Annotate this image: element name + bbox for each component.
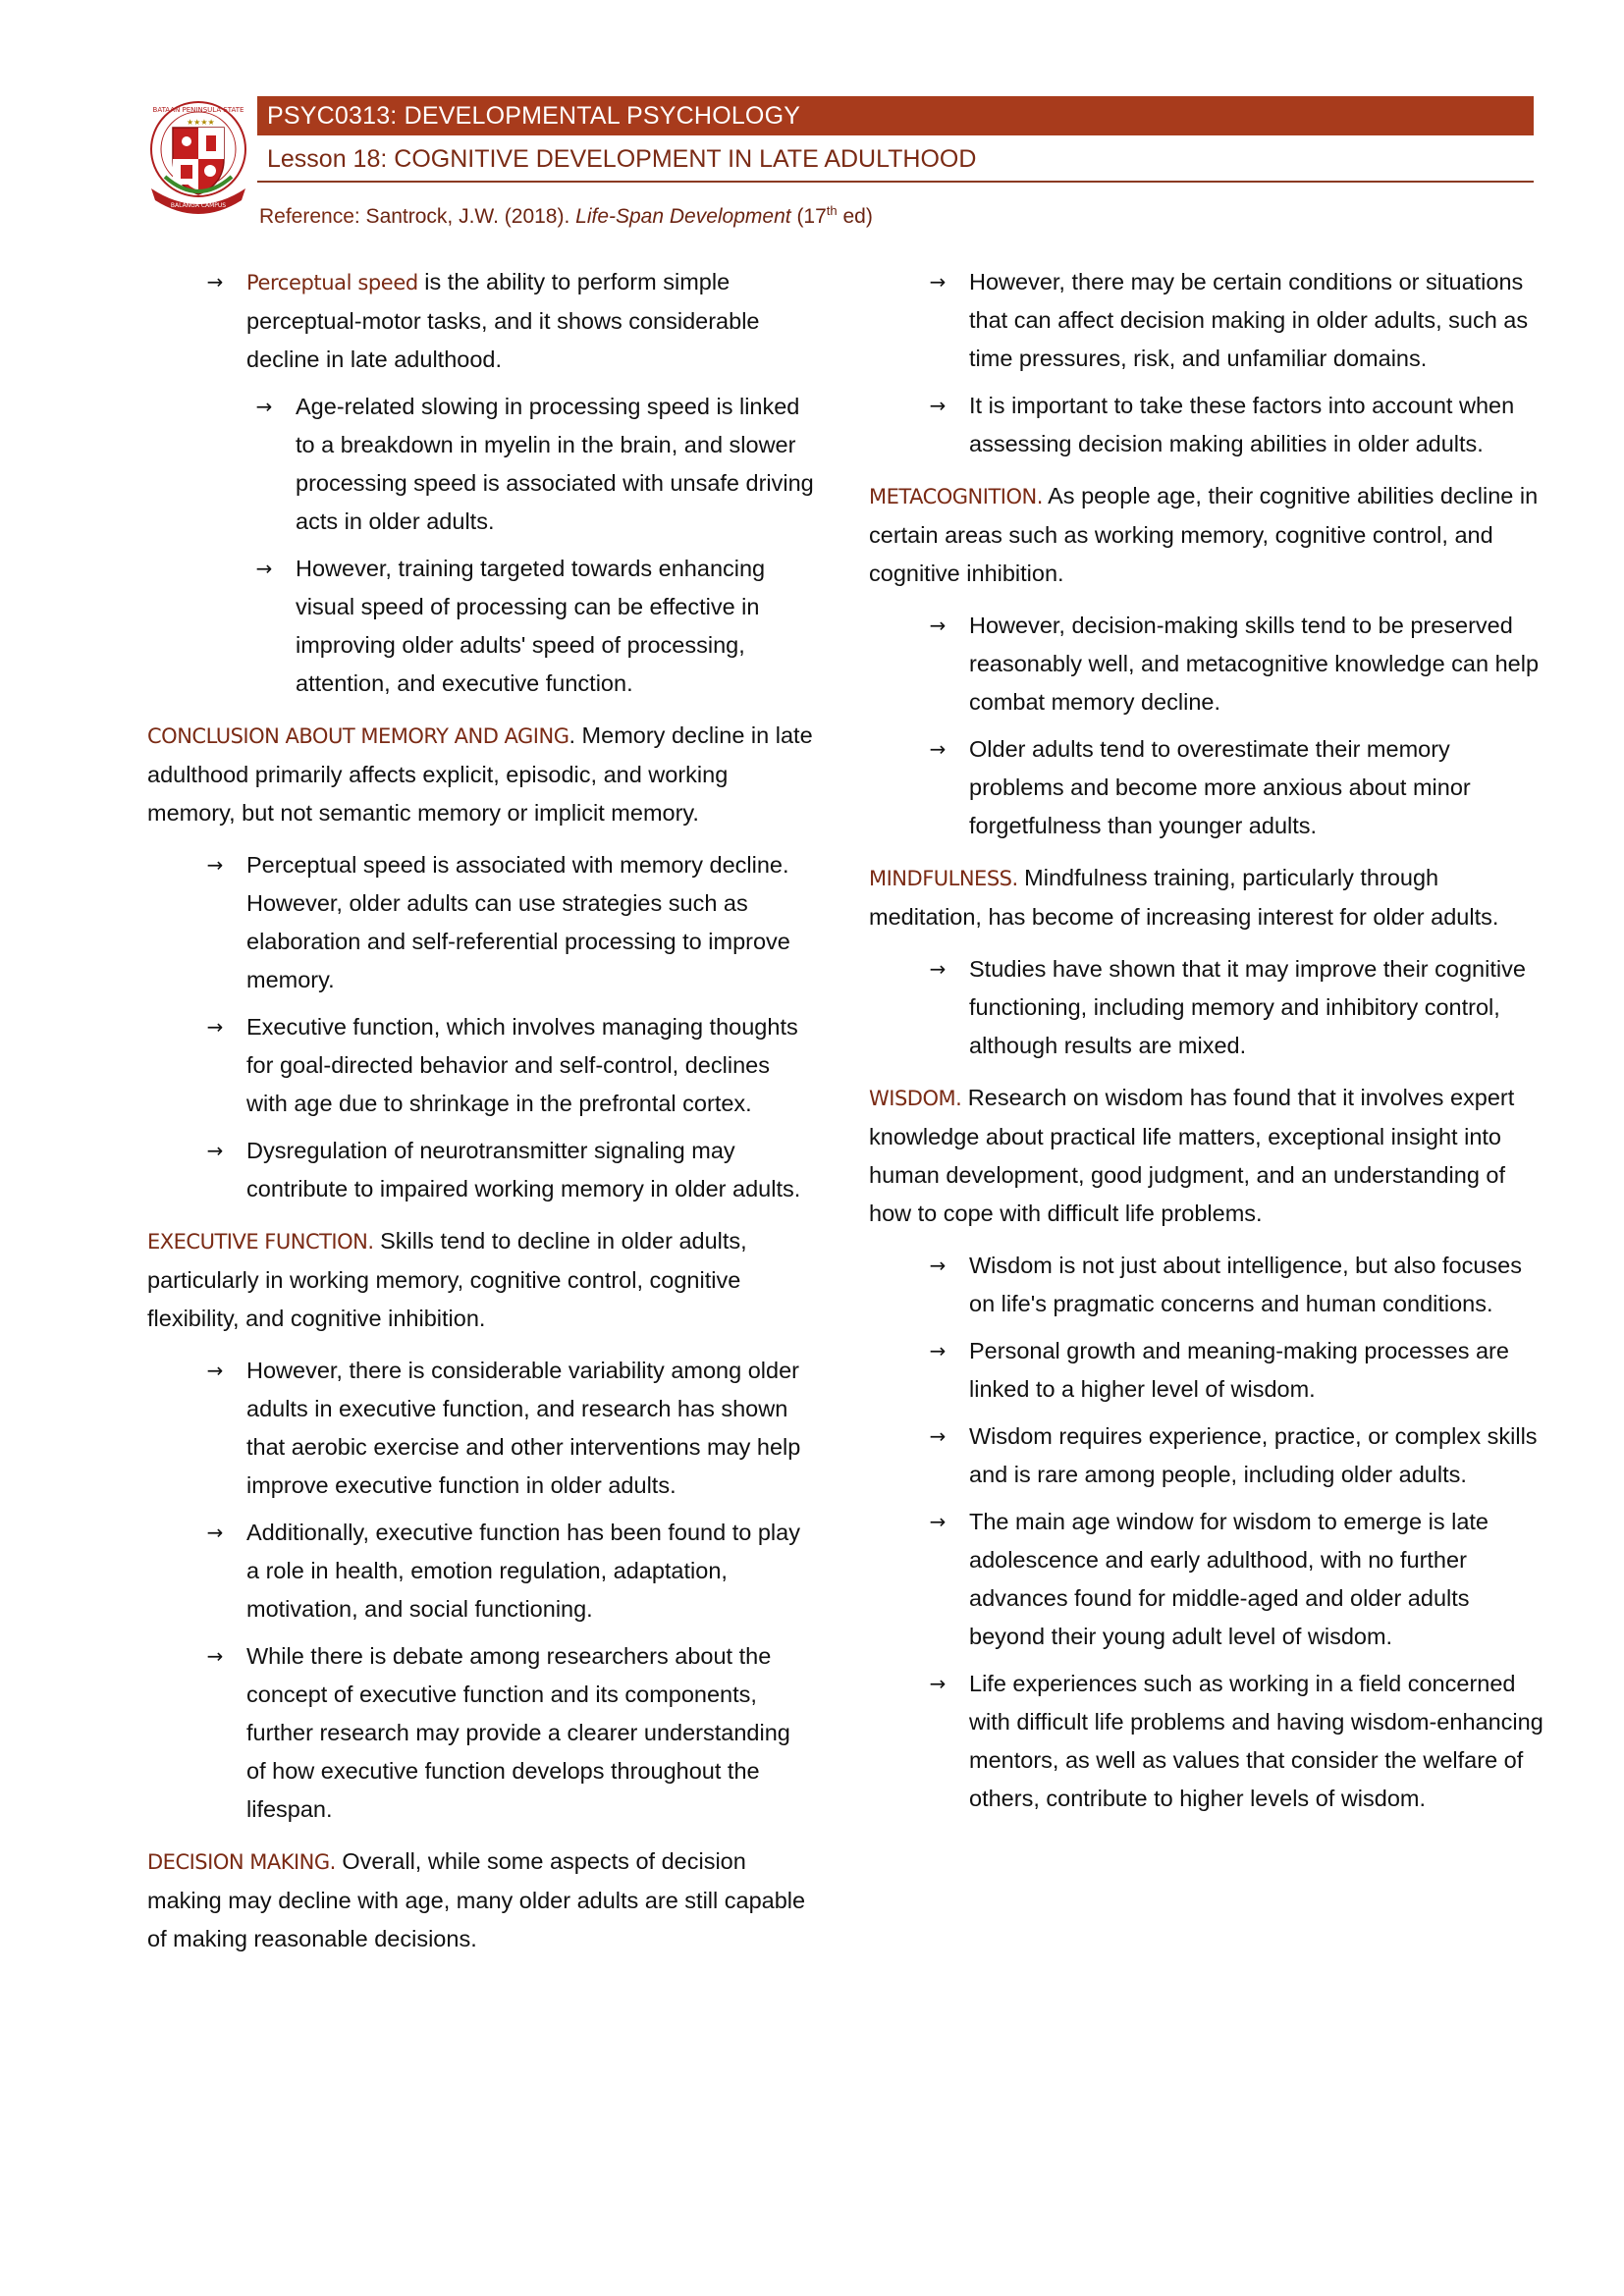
list-item-text: Dysregulation of neurotransmitter signaling may contribute to impaired working memory in older adults. xyxy=(246,1138,801,1201)
wisdom-section xyxy=(869,1079,1546,1233)
list-item xyxy=(929,387,1546,463)
right-column xyxy=(869,263,1546,1827)
section-heading: EXECUTIVE FUNCTION. xyxy=(147,1230,374,1254)
list-item-text: The main age window for wisdom to emerge is late adolescence and early adulthood, with no further advances found for middle-aged and older adults beyond their young adult level of wisdom. xyxy=(969,1509,1489,1649)
section-heading: CONCLUSION ABOUT MEMORY AND AGING xyxy=(147,724,569,748)
lesson-title-text: Lesson 18: COGNITIVE DEVELOPMENT IN LATE ADULTHOOD xyxy=(267,145,977,173)
section-text: . Memory decline in late adulthood primarily affects explicit, episodic, and working memory, but not semantic memory or implicit memory. xyxy=(147,722,813,826)
list-item xyxy=(929,1332,1546,1409)
svg-text:BATAAN PENINSULA STATE: BATAAN PENINSULA STATE xyxy=(152,106,244,114)
arrow-bullet-icon: → xyxy=(929,270,947,294)
list-item-text: Life experiences such as working in a field concerned with difficult life problems and having wisdom-enhancing mentors, as well as values that consider the welfare of others, contribute to higher levels of wisdom. xyxy=(969,1671,1543,1811)
svg-text:BALANGA CAMPUS: BALANGA CAMPUS xyxy=(170,202,227,209)
list-item-text: However, decision-making skills tend to be preserved reasonably well, and metacognitive knowledge can help combat memory decline. xyxy=(969,613,1540,715)
arrow-bullet-icon: → xyxy=(929,614,947,637)
arrow-bullet-icon: → xyxy=(255,395,273,418)
list-item-text: However, there is considerable variability among older adults in executive function, and research has shown that aerobic exercise and other interventions may help improve executive function in older adults. xyxy=(246,1358,801,1498)
list-item-text: It is important to take these factors into account when assessing decision making abilities in older adults. xyxy=(969,393,1515,456)
list-item-text: While there is debate among researchers about the concept of executive function and its components, further research may provide a clearer understanding of how executive function develops throughout the lifespan. xyxy=(246,1643,790,1822)
arrow-bullet-icon: → xyxy=(929,957,947,981)
list-item xyxy=(929,607,1546,721)
lesson-title xyxy=(257,139,1534,183)
perceptual-speed-bullet xyxy=(206,263,815,379)
list-item xyxy=(206,846,815,999)
list-item-text: Perceptual speed is associated with memory decline. However, older adults can use strategies such as elaboration and self-referential processing to improve memory. xyxy=(246,852,790,992)
arrow-bullet-icon: → xyxy=(929,1672,947,1695)
conclusion-section xyxy=(147,717,815,832)
section-text: Skills tend to decline in older adults, particularly in working memory, cognitive control, cognitive flexibility, and cognitive inhibition. xyxy=(147,1228,747,1331)
arrow-bullet-icon: → xyxy=(255,557,273,580)
section-text: Research on wisdom has found that it involves expert knowledge about practical life matters, exceptional insight into human development, good judgment, and an understanding of how to cope with difficult life problems. xyxy=(869,1085,1515,1226)
section-text: Overall, while some aspects of decision making may decline with age, many older adults are still capable of making reasonable decisions. xyxy=(147,1848,806,1951)
arrow-bullet-icon: → xyxy=(206,1521,224,1544)
svg-text:★★★★: ★★★★ xyxy=(187,118,215,127)
reference-edition-prefix: (17 xyxy=(790,205,827,228)
reference-line xyxy=(259,196,873,232)
list-item-text: Age-related slowing in processing speed is linked to a breakdown in myelin in the brain, and slower processing speed is associated with unsafe driving acts in older adults. xyxy=(296,394,814,534)
decision-making-section xyxy=(147,1842,815,1958)
arrow-bullet-icon: → xyxy=(206,1644,224,1668)
metacognition-section xyxy=(869,477,1546,593)
list-item xyxy=(206,1514,815,1629)
arrow-bullet-icon: → xyxy=(206,1015,224,1039)
list-item xyxy=(929,730,1546,845)
list-item xyxy=(929,1503,1546,1656)
arrow-bullet-icon: → xyxy=(206,853,224,877)
list-item-text: Personal growth and meaning-making processes are linked to a higher level of wisdom. xyxy=(969,1338,1509,1402)
reference-edition-suffix: ed) xyxy=(837,205,873,228)
list-item-text: Older adults tend to overestimate their memory problems and become more anxious about minor forgetfulness than younger adults. xyxy=(969,736,1471,838)
list-item xyxy=(206,1352,815,1505)
section-text: As people age, their cognitive abilities decline in certain areas such as working memory, cognitive control, and cognitive inhibition. xyxy=(869,483,1539,586)
list-item xyxy=(206,1008,815,1123)
list-item xyxy=(929,950,1546,1065)
mindfulness-section xyxy=(869,859,1546,936)
list-item xyxy=(206,1637,815,1829)
course-title: PSYC0313: DEVELOPMENTAL PSYCHOLOGY xyxy=(267,102,801,130)
arrow-bullet-icon: → xyxy=(929,1339,947,1362)
section-heading: DECISION MAKING. xyxy=(147,1850,336,1874)
list-item-text: Wisdom is not just about intelligence, but also focuses on life's pragmatic concerns and human conditions. xyxy=(969,1253,1522,1316)
arrow-bullet-icon: → xyxy=(206,1359,224,1382)
page-header xyxy=(0,0,1624,245)
arrow-bullet-icon: → xyxy=(929,1424,947,1448)
arrow-bullet-icon: → xyxy=(929,737,947,761)
section-heading: MINDFULNESS. xyxy=(869,867,1018,890)
arrow-bullet-icon: → xyxy=(929,1254,947,1277)
list-item xyxy=(929,1247,1546,1323)
perceptual-speed-text: is the ability to perform simple perceptual-motor tasks, and it shows considerable decline in late adulthood. xyxy=(246,269,760,372)
list-item-text: However, training targeted towards enhancing visual speed of processing can be effective in improving older adults' speed of processing, attention, and executive function. xyxy=(296,556,766,696)
list-item xyxy=(929,1665,1546,1818)
list-item-text: However, there may be certain conditions or situations that can affect decision making in older adults, such as time pressures, risk, and unfamiliar domains. xyxy=(969,269,1529,371)
list-item xyxy=(255,388,815,541)
list-item-text: Additionally, executive function has been found to play a role in health, emotion regulation, adaptation, motivation, and social functioning. xyxy=(246,1520,800,1622)
section-heading: METACOGNITION. xyxy=(869,485,1043,508)
reference-author: : Santrock, J.W. (2018). xyxy=(353,205,576,228)
arrow-bullet-icon: → xyxy=(206,1139,224,1162)
list-item-text: Executive function, which involves managing thoughts for goal-directed behavior and self-control, declines with age due to shrinkage in the prefrontal cortex. xyxy=(246,1014,798,1116)
section-text: Mindfulness training, particularly through meditation, has become of increasing interest for older adults. xyxy=(869,865,1499,930)
course-title-bar xyxy=(257,96,1534,135)
arrow-bullet-icon: → xyxy=(206,270,224,294)
section-heading: WISDOM. xyxy=(869,1087,962,1110)
arrow-bullet-icon: → xyxy=(929,394,947,417)
executive-function-section xyxy=(147,1222,815,1338)
reference-label: Reference xyxy=(259,205,354,228)
list-item xyxy=(929,1417,1546,1494)
reference-edition-sup: th xyxy=(826,203,838,218)
list-item xyxy=(206,1132,815,1208)
perceptual-speed-term: Perceptual speed xyxy=(246,271,418,294)
list-item-text: Wisdom requires experience, practice, or complex skills and is rare among people, including older adults. xyxy=(969,1423,1538,1487)
arrow-bullet-icon: → xyxy=(929,1510,947,1533)
list-item xyxy=(255,550,815,703)
left-column xyxy=(147,263,815,1972)
university-seal-logo xyxy=(143,98,253,216)
list-item xyxy=(929,263,1546,378)
reference-book-title: Life-Span Development xyxy=(575,205,791,228)
list-item-text: Studies have shown that it may improve their cognitive functioning, including memory and inhibitory control, although results are mixed. xyxy=(969,956,1526,1058)
